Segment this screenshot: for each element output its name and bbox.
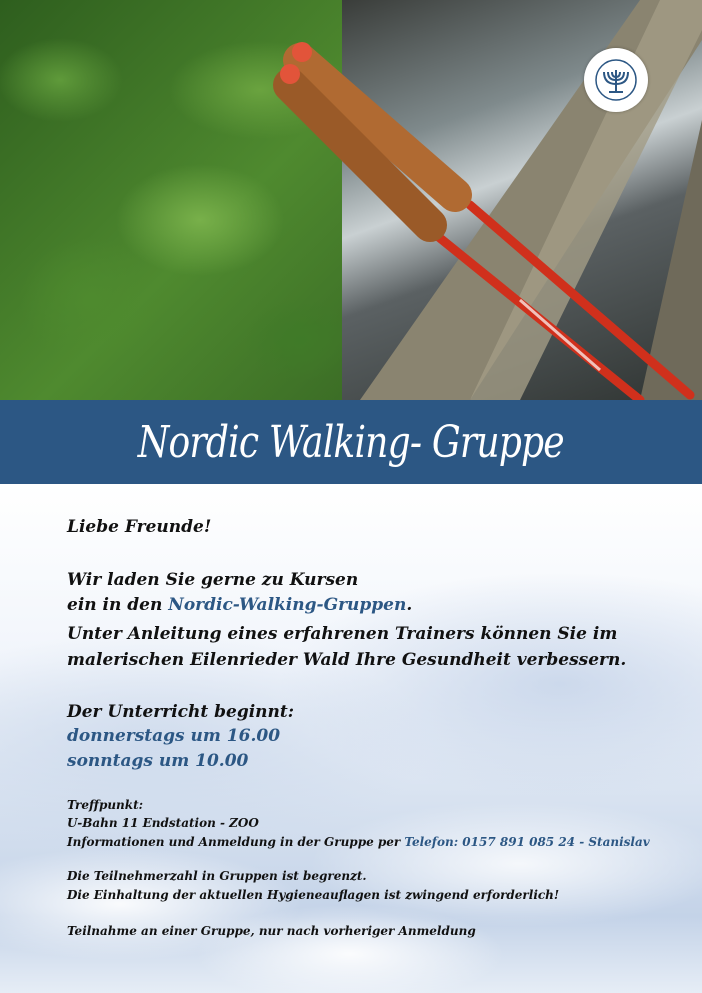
invite-line-1: Wir laden Sie gerne zu Kursen [67, 570, 359, 590]
title-banner [0, 400, 702, 484]
invite-highlight: Nordic-Walking-Gruppen [168, 595, 407, 615]
schedule-heading: Der Unterricht beginnt: [67, 702, 295, 722]
info-line [67, 834, 650, 851]
info-prefix: Informationen und Anmeldung in der Gruppe per [67, 835, 405, 849]
menorah-icon [594, 58, 638, 102]
schedule-thursday: donnerstags um 16.00 [67, 726, 281, 746]
hygiene-note: Die Einhaltung der aktuellen Hygieneauflagen ist zwingend erforderlich! [67, 888, 560, 902]
hero-photo [0, 0, 702, 400]
meeting-label: Treffpunkt: [67, 798, 144, 812]
limit-note: Die Teilnehmerzahl in Gruppen ist begrenzt. [67, 869, 367, 883]
community-logo [584, 48, 648, 112]
content-area [0, 484, 702, 993]
trainer-line-1: Unter Anleitung eines erfahrenen Trainers können Sie im [67, 624, 618, 644]
schedule-sunday: sonntags um 10.00 [67, 751, 249, 771]
invite-suffix: . [406, 595, 413, 615]
invite-prefix: ein in den [67, 595, 169, 615]
trainer-line-2: malerischen Eilenrieder Wald Ihre Gesundheit verbessern. [67, 650, 627, 670]
contact-phone: Telefon: 0157 891 085 24 - Stanislav [404, 835, 650, 849]
greeting: Liebe Freunde! [67, 517, 212, 537]
registration-note: Teilnahme an einer Gruppe, nur nach vorheriger Anmeldung [67, 924, 476, 938]
meeting-place: U-Bahn 11 Endstation - ZOO [67, 816, 259, 830]
invite-line-2 [67, 594, 412, 616]
page-title: Nordic Walking- Gruppe [137, 416, 565, 468]
